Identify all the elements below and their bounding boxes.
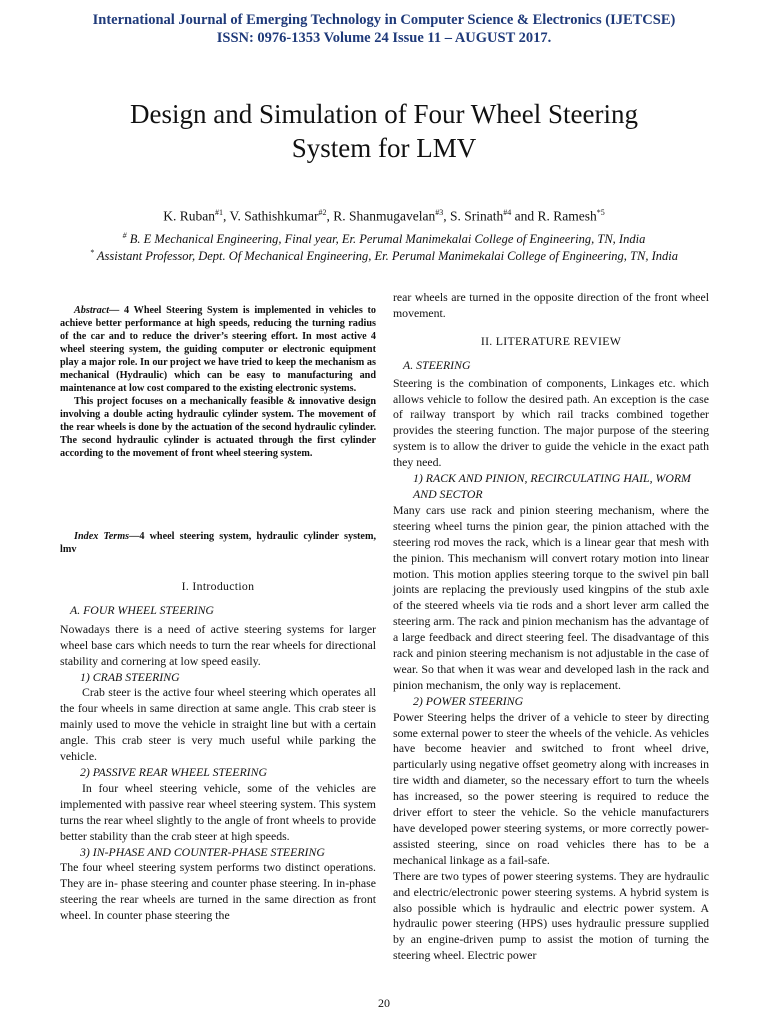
affiliation-1-mark: # (122, 231, 127, 240)
subsection-crab-steering: 1) CRAB STEERING (80, 669, 180, 684)
author-4: , S. Srinath (443, 208, 504, 224)
author-1: K. Ruban (163, 208, 215, 224)
abstract-p2: This project focuses on a mechanically feasible & innovative design involving a double acting hydraulic cylinder system. The movement of the rear wheels is done by the actuation of the second hydraulic cylinder. The second hydraulic cylinder is actuated through the first cylinder according to the movement of front wheel steering system. (60, 396, 376, 459)
author-2: , V. Sathishkumar (222, 208, 319, 224)
paragraph-rack-and-pinion: Many cars use rack and pinion steering mechanism, where the steering wheel turns the pinion gear, the pinion attached with the steering rod moves the rack, which is a linear gear that mesh with the pinion. This mechanism will convert rotary motion into linear motion. This motion applies steering torque to the swivel pin ball joints are replacing the previously used kingpins of the stub axle of the steered wheels via tie rods and a short lever arm called the steering arm. The rack and pinion mechanism has the advantage of a large feedback and direct steering feel. The disadvantage of this rack and pinion steering mechanism is not adjustable in the case of wear. So that when it was wear and developed lash in the rack and pinion mechanism, the only way is replacement. (393, 502, 709, 692)
paragraph-steering: Steering is the combination of components, Linkages etc. which allows vehicle to follow the desired path. An exception is the case of railway transport by which rail tracks combined together provides the steering function. The major purpose of the steering system is to allow the driver to guide the vehicle in the exact path they need. (393, 375, 709, 470)
subsection-passive-rear: 2) PASSIVE REAR WHEEL STEERING (80, 764, 267, 779)
index-terms-label: Index Terms (74, 531, 130, 542)
affiliation-2-mark: * (90, 248, 95, 257)
abstract-label: Abstract— (74, 305, 120, 316)
subsection-steering: A. STEERING (403, 357, 471, 372)
affiliation-1-text: B. E Mechanical Engineering, Final year, Er. Perumal Manimekalai College of Engineering, TN, India (126, 232, 646, 247)
subsection-in-phase: 3) IN-PHASE AND COUNTER-PHASE STEERING (80, 844, 325, 859)
author-5: and R. Ramesh (511, 208, 597, 224)
section-literature-review-heading: II. LITERATURE REVIEW (480, 333, 622, 348)
author-3-mark: #3 (435, 208, 444, 217)
index-terms (60, 530, 376, 556)
affiliation-2 (70, 245, 698, 264)
page-number: 20 (378, 996, 390, 1010)
author-5-mark: *5 (596, 208, 605, 217)
subsection-four-wheel-steering: A. FOUR WHEEL STEERING (70, 602, 214, 617)
author-4-mark: #4 (503, 208, 512, 217)
paragraph-power-steering: Power Steering helps the driver of a vehicle to steer by directing some external power to steer the wheels of the vehicle. As vehicles have become heavier and switched to front wheel drive, particularly using negative offset geometry along with increases in tire width and diameter, so the necessary effort to turn the wheels has increased, so the power steering is required to reduce the driver effort to steer the vehicle. So the vehicle manufacturers have developed power steering systems, or more correctly power-assisted steering, since on road vehicles there has to be a mechanical linkage as a fail-safe. (393, 709, 709, 867)
paragraph-four-wheel-steering: Nowadays there is a need of active steering systems for larger wheel base cars which needs to turn the rear wheels for directional stability and cornering at low speed easily. (60, 621, 376, 668)
journal-issn: ISSN: 0976-1353 Volume 24 Issue 11 – AUGUST 2017. (216, 30, 552, 46)
index-terms-text: —4 wheel steering system, hydraulic cylinder system, lmv (60, 531, 376, 555)
paragraph-power-steering-types: There are two types of power steering systems. They are hydraulic and electric/electronic power steering systems. A hybrid system is also possible which is hydraulic and electric power system. A hydraulic power steering (HPS) uses hydraulic pressure supplied by an engine-driven pump to assist the motion of turning the steering wheel. Electric power (393, 868, 709, 963)
title-line-2: System for LMV (291, 133, 477, 163)
abstract (60, 304, 376, 460)
paragraph-in-phase: The four wheel steering system performs two distinct operations. They are in- phase steering and counter phase steering. In in-phase steering the rear wheels are turned in the same direction as front wheel. In counter phase steering the (60, 860, 376, 923)
left-column (60, 579, 376, 924)
abstract-text-1: 4 Wheel Steering System is implemented in vehicles to achieve better performance at high speeds, reducing the turning radius of the car and to reduce the driver’s steering effort. In most active 4 wheel steering system, the guiding computer or electronic equipment play a major role. In our project we have tried to keep the mechanism as mechanical (Hydraulic) which can be easy to manufacturing and maintenance at low cost compared to the existing electronic systems. (60, 305, 376, 394)
section-introduction-heading: I. Introduction (181, 579, 255, 593)
paragraph-passive-rear: In four wheel steering vehicle, some of the vehicles are implemented with passive rear wheel steering system. This system turns the rear wheel slightly to the angle of front wheels to provide better stability than the crab steer at high speeds. (60, 780, 376, 843)
subsection-power-steering: 2) POWER STEERING (413, 693, 524, 708)
affiliation-2-text: Assistant Professor, Dept. Of Mechanical Engineering, Er. Perumal Manimekalai College of Engineering, TN, India (94, 249, 678, 264)
paper-title (60, 97, 708, 165)
abstract-p1 (60, 304, 376, 395)
author-2-mark: #2 (318, 208, 327, 217)
subsection-rack-and-pinion: 1) RACK AND PINION, RECIRCULATING HAIL, WORM AND SECTOR (413, 471, 691, 501)
author-1-mark: #1 (214, 208, 223, 217)
right-column (393, 290, 709, 964)
journal-name: International Journal of Emerging Technology in Computer Science & Electronics (IJETCSE) (92, 12, 676, 28)
title-line-1: Design and Simulation of Four Wheel Steering (130, 99, 638, 129)
paragraph-continued: rear wheels are turned in the opposite direction of the front wheel movement. (393, 290, 709, 320)
paragraph-crab-steering: Crab steer is the active four wheel steering which operates all the four wheels in same direction at same angle. This crab steer is mainly used to move the vehicle in straight line but with a certain angle. This crab steer is very much useful while parking the vehicle. (60, 685, 376, 764)
author-3: , R. Shanmugavelan (326, 208, 436, 224)
author-list (40, 204, 728, 225)
